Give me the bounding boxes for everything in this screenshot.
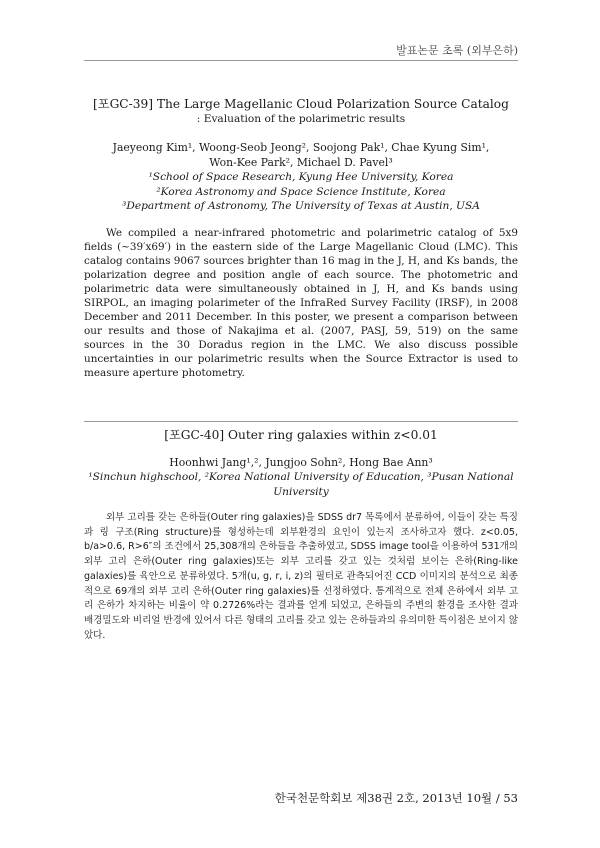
journal-footer: 한국천문학회보 제38권 2호, 2013년 10월 / 53	[274, 791, 518, 805]
affiliation: ²Korea Astronomy and Space Science Institute, Korea	[156, 185, 446, 198]
abstract-body: We compiled a near-infrared photometric and polarimetric catalog of 5x9 fields (~39′x69′) in the eastern side of the Large Magellanic Cloud (LMC). This catalog contains 9067 sources brighter than 16 mag in the J, H, and Ks bands, the polarization degree and position angle of each source. The photometric and polarimetric data were simultaneously obtained in J, H, and Ks bands using SIRPOL, an imaging polarimeter of the InfraRed Survey Facility (IRSF), in 2008 December and 2011 December. In this poster, we present a comparison between our results and those of Nakajima et al. (2007, PASJ, 59, 519) on the same sources in the 30 Doradus region in the LMC. We also discuss possible uncertainties in our polarimetric results when the Source Extractor is used to measure aperture photometry.	[84, 226, 518, 379]
abstract-gc40	[84, 428, 518, 643]
affiliation	[84, 470, 518, 499]
abstract-gc39	[84, 97, 518, 380]
abstract-body: 외부 고리를 갖는 은하들(Outer ring galaxies)을 SDSS dr7 목록에서 분류하여, 이들이 갖는 특징과 링 구조(Ring structure)를 형성하는데 외부환경의 요인이 있는지 조사하고자 했다. z<0.05, b/a>0.6, R>6″의 조건에서 25,308개의 은하들을 추출하였고, SDSS image tool을 이용하여 531개의 외부 고리 은하(Outer ring galaxies)또는 외부 고리를 갖고 있는 것처럼 보이는 은하(Ring-like galaxies)를 육안으로 분류하였다. 5개(u, g, r, i, z)의 필터로 관측되어진 CCD 이미지의 분석으로 최종적으로 69개의 외부 고리 은하(Outer ring galaxies)를 선정하였다. 통계적으로 전체 은하에서 외부 고리 은하가 차지하는 비율이 약 0.2726%라는 결과를 얻게 되었고, 은하들의 주변의 환경을 조사한 결과 배경밀도와 비리얼 반경에 있어서 다른 형태의 고리를 갖고 있는 은하들과의 유의미한 특이점은 보이지 않았다.	[84, 512, 518, 641]
abstract-title: [포GC-39] The Large Magellanic Cloud Polarization Source Catalog	[93, 97, 509, 111]
affiliation: ³Department of Astronomy, The University of Texas at Austin, USA	[122, 200, 480, 212]
author-list	[84, 140, 518, 170]
affiliation-line: University	[273, 485, 329, 498]
section-divider	[84, 421, 518, 422]
abstract-subtitle: : Evaluation of the polarimetric results	[196, 113, 406, 125]
header-rule	[84, 60, 518, 61]
abstract-title: [포GC-40] Outer ring galaxies within z<0.01	[164, 428, 438, 442]
affiliation-line: ¹Sinchun highschool, ²Korea National University of Education, ³Pusan National	[88, 471, 514, 483]
running-header: 발표논문 초록 (외부은하)	[396, 44, 518, 57]
authors-line: Won-Kee Park², Michael D. Pavel³	[209, 156, 393, 169]
authors-line: Jaeyeong Kim¹, Woong-Seob Jeong², Soojong Pak¹, Chae Kyung Sim¹,	[112, 141, 490, 154]
author-list: Hoonhwi Jang¹,², Jungjoo Sohn², Hong Bae Ann³	[169, 456, 433, 469]
affiliation: ¹School of Space Research, Kyung Hee University, Korea	[148, 171, 454, 183]
